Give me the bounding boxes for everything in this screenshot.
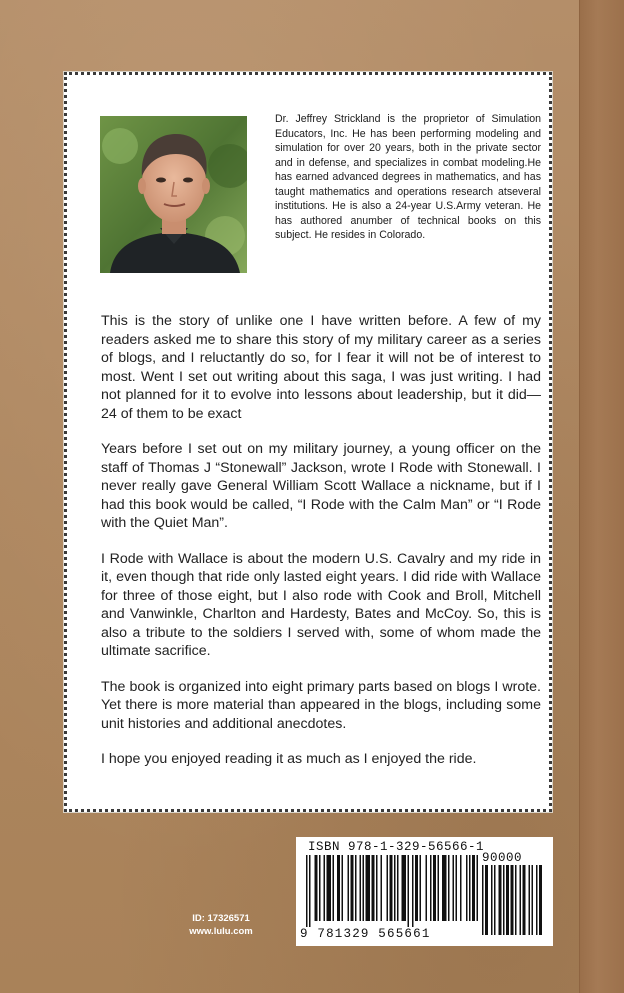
- description-paragraph: The book is organized into eight primary parts based on blogs I wrote. Yet there is more material than appeared in the blogs, including some unit histories and additional anecdotes.: [101, 678, 541, 732]
- publisher-url: www.lulu.com: [189, 926, 253, 937]
- description-paragraph: I hope you enjoyed reading it as much as I enjoyed the ride.: [101, 751, 477, 767]
- ean-barcode-bars: [306, 855, 478, 929]
- description-paragraph: Years before I set out on my military journey, a young officer on the staff of Thomas J “Stonewall” Jackson, wrote I Rode with Stonewall. I never really gave General William Scott Wallace a nickname, but if I had this book would be called, “I Rode with the Calm Man” or “I Rode with the Quiet Man”.: [101, 441, 541, 531]
- author-bio: Dr. Jeffrey Strickland is the proprietor of Simulation Educators, Inc. He has been performing modeling and simulation for over 20 years, both in the private sector and in defense, and specializes in combat modeling.He has earned advanced degrees in mathematics, and has taught mathematics and operations research atseveral institutions. He is also a 24-year U.S.Army veteran. He has authored anumber of technical books on this subject. He resides in Colorado.: [275, 113, 541, 241]
- description-paragraph: I Rode with Wallace is about the modern U.S. Cavalry and my ride in it, even though that ride only lasted eight years. I did ride with Wallace for three of those eight, but I also rode with Cook and Broll, Mitchell and Vanwinkle, Charlton and Hardesty, Bates and McCoy. So, this is also a tribute to the soldiers I served with, some of whom made the ultimate sacrifice.: [101, 550, 541, 659]
- addon-barcode-bars: [482, 865, 544, 937]
- isbn-barcode: [296, 837, 553, 946]
- book-description: [101, 312, 541, 786]
- cover-edge-strip: [579, 0, 624, 993]
- author-photo: [100, 116, 247, 273]
- price-code: 90000: [482, 851, 523, 865]
- description-paragraph: This is the story of unlike one I have written before. A few of my readers asked me to share this story of my military career as a series of blogs, and I reluctantly do so, for I fear it will not be of interest to most. Went I set out writing about this saga, I was just writing. I had not planned for it to evolve into lessons about leadership, but it did—24 of them to be exact: [101, 313, 541, 422]
- ean-digits: 9 781329 565661: [300, 927, 431, 941]
- publisher-info: [160, 912, 282, 938]
- isbn-label: ISBN 978-1-329-56566-1: [308, 840, 485, 854]
- text-panel: [64, 72, 552, 812]
- publisher-id: ID: 17326571: [192, 913, 250, 924]
